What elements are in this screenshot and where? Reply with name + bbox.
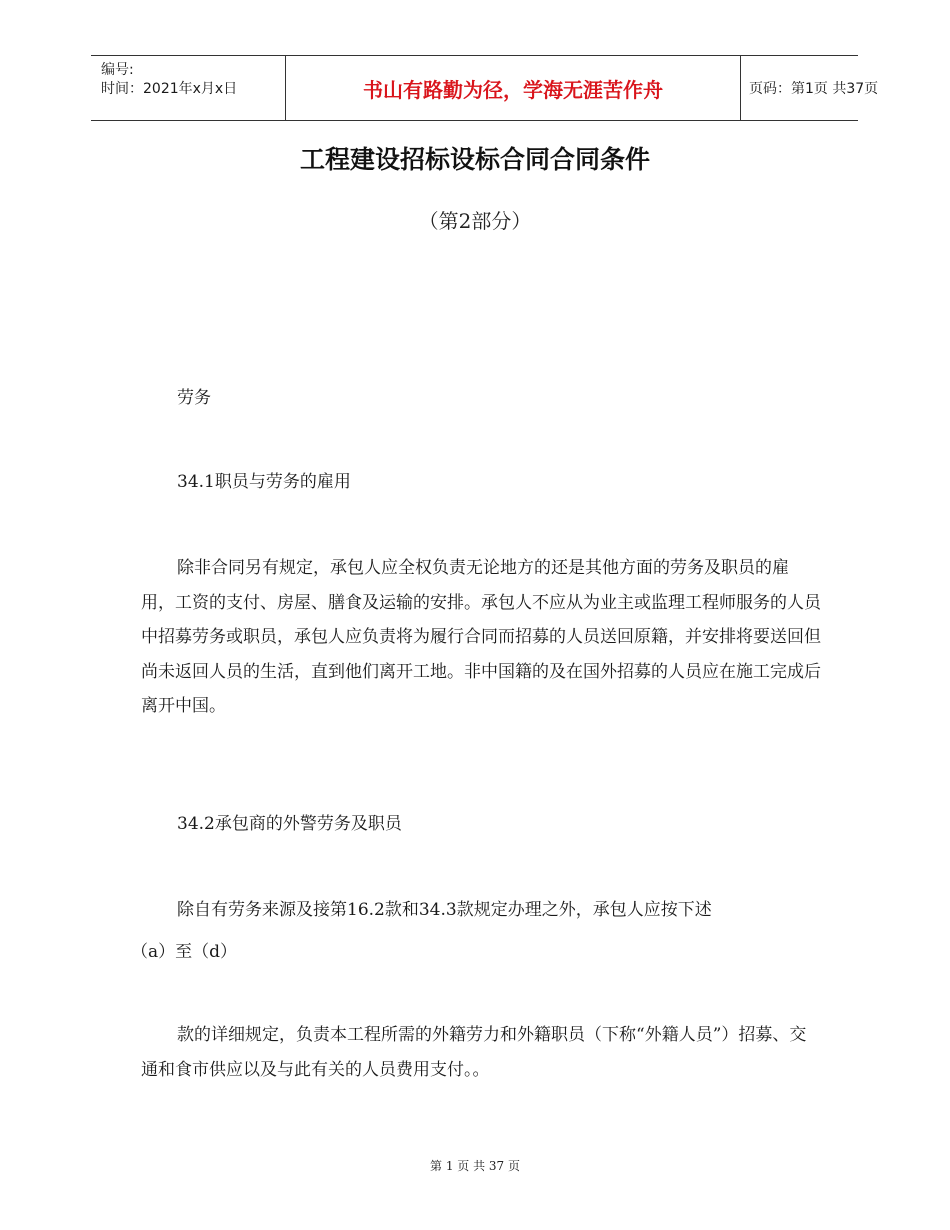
clause-34-2-body-line: 除自有劳务来源及接第16.2款和34.3款规定办理之外，承包人应按下述 xyxy=(177,900,712,920)
clause-34-2-heading: 34.2承包商的外警劳务及职员 xyxy=(177,814,402,834)
clause-34-1-body: 除非合同另有规定，承包人应全权负责无论地方的还是其他方面的劳务及职员的雇用，工资的支付、房屋、膳食及运输的安排。承包人不应从为业主或监理工程师服务的人员中招募劳务或职员，承包人应负责将为履行合同而招募的人员送回原籍，并安排将要送回但尚未返回人员的生活，直到他们离开工地。非中国籍的及在国外招募的人员应在施工完成后离开中国。 xyxy=(141,558,821,716)
document-header xyxy=(91,55,879,121)
page-footer: 第 1 页 共 37 页 xyxy=(430,1159,520,1173)
number-label: 编号: xyxy=(101,62,134,78)
header-page-cell xyxy=(741,56,879,120)
motto-text: 书山有路勤为径，学海无涯苦作舟 xyxy=(363,77,663,102)
clause-34-2-body-continued: 款的详细规定，负责本工程所需的外籍劳力和外籍职员（下称“外籍人员”）招募、交通和食市供应以及与此有关的人员费用支付。。 xyxy=(141,1025,807,1080)
header-motto-cell xyxy=(285,56,741,120)
section-heading-labor: 劳务 xyxy=(177,388,211,408)
page-code: 页码：第1页 共37页 xyxy=(749,81,879,97)
header-meta-cell xyxy=(91,56,285,120)
clause-34-2-items-range: （a）至（d） xyxy=(131,942,238,962)
document-subtitle: （第2部分） xyxy=(418,209,532,233)
document-title: 工程建设招标设标合同合同条件 xyxy=(299,145,650,174)
clause-34-1-heading: 34.1职员与劳务的雇用 xyxy=(177,472,351,492)
time-label: 时间：2021年x月x日 xyxy=(101,81,238,97)
